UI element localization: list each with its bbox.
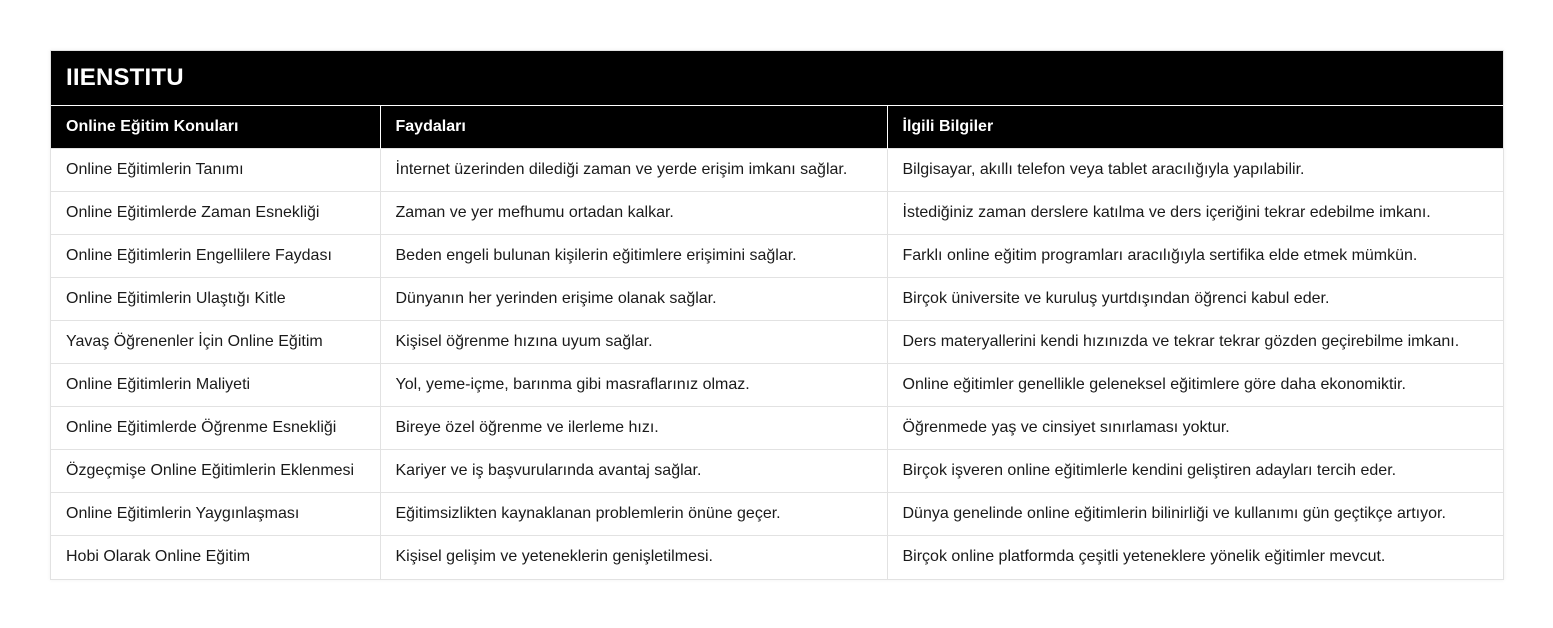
table-row [51, 321, 1503, 364]
table-header-row [51, 106, 1503, 149]
table-cell-info: İstediğiniz zaman derslere katılma ve ders içeriğini tekrar edebilme imkanı. [887, 192, 1503, 235]
table-cell-info: Ders materyallerini kendi hızınızda ve tekrar tekrar gözden geçirebilme imkanı. [887, 321, 1503, 364]
table-cell-benefit: Kişisel öğrenme hızına uyum sağlar. [380, 321, 887, 364]
table-cell-info: Dünya genelinde online eğitimlerin bilinirliği ve kullanımı gün geçtikçe artıyor. [887, 493, 1503, 536]
table-cell-topic: Online Eğitimlerin Tanımı [51, 149, 380, 192]
column-header-topic: Online Eğitim Konuları [51, 106, 380, 149]
table-row [51, 278, 1503, 321]
column-header-info: İlgili Bilgiler [887, 106, 1503, 149]
table-cell-info: Öğrenmede yaş ve cinsiyet sınırlaması yoktur. [887, 407, 1503, 450]
table-cell-info: Farklı online eğitim programları aracılığıyla sertifika elde etmek mümkün. [887, 235, 1503, 278]
table-cell-info: Birçok işveren online eğitimlerle kendini geliştiren adayları tercih eder. [887, 450, 1503, 493]
data-table-container [50, 50, 1504, 580]
table-cell-benefit: Dünyanın her yerinden erişime olanak sağlar. [380, 278, 887, 321]
table-cell-benefit: Kişisel gelişim ve yeteneklerin genişletilmesi. [380, 536, 887, 579]
table-cell-benefit: İnternet üzerinden dilediği zaman ve yerde erişim imkanı sağlar. [380, 149, 887, 192]
table-cell-topic: Online Eğitimlerde Zaman Esnekliği [51, 192, 380, 235]
table-cell-benefit: Yol, yeme-içme, barınma gibi masraflarınız olmaz. [380, 364, 887, 407]
table-cell-topic: Özgeçmişe Online Eğitimlerin Eklenmesi [51, 450, 380, 493]
table-row [51, 450, 1503, 493]
table-cell-benefit: Beden engeli bulunan kişilerin eğitimlere erişimini sağlar. [380, 235, 887, 278]
table-cell-info: Birçok üniversite ve kuruluş yurtdışından öğrenci kabul eder. [887, 278, 1503, 321]
table-row [51, 407, 1503, 450]
data-table [51, 105, 1503, 579]
table-cell-topic: Online Eğitimlerin Yaygınlaşması [51, 493, 380, 536]
table-row [51, 536, 1503, 579]
table-row [51, 364, 1503, 407]
column-header-benefits: Faydaları [380, 106, 887, 149]
table-cell-topic: Hobi Olarak Online Eğitim [51, 536, 380, 579]
table-row [51, 235, 1503, 278]
table-cell-info: Bilgisayar, akıllı telefon veya tablet aracılığıyla yapılabilir. [887, 149, 1503, 192]
table-cell-topic: Online Eğitimlerin Ulaştığı Kitle [51, 278, 380, 321]
table-row [51, 192, 1503, 235]
table-cell-benefit: Zaman ve yer mefhumu ortadan kalkar. [380, 192, 887, 235]
table-cell-info: Online eğitimler genellikle geleneksel eğitimlere göre daha ekonomiktir. [887, 364, 1503, 407]
table-row [51, 149, 1503, 192]
table-cell-benefit: Bireye özel öğrenme ve ilerleme hızı. [380, 407, 887, 450]
table-cell-benefit: Kariyer ve iş başvurularında avantaj sağlar. [380, 450, 887, 493]
table-cell-info: Birçok online platformda çeşitli yeteneklere yönelik eğitimler mevcut. [887, 536, 1503, 579]
table-cell-topic: Online Eğitimlerin Engellilere Faydası [51, 235, 380, 278]
brand-title: IIENSTITU [51, 51, 1503, 105]
table-cell-benefit: Eğitimsizlikten kaynaklanan problemlerin önüne geçer. [380, 493, 887, 536]
table-cell-topic: Online Eğitimlerin Maliyeti [51, 364, 380, 407]
table-cell-topic: Yavaş Öğrenenler İçin Online Eğitim [51, 321, 380, 364]
table-cell-topic: Online Eğitimlerde Öğrenme Esnekliği [51, 407, 380, 450]
table-row [51, 493, 1503, 536]
